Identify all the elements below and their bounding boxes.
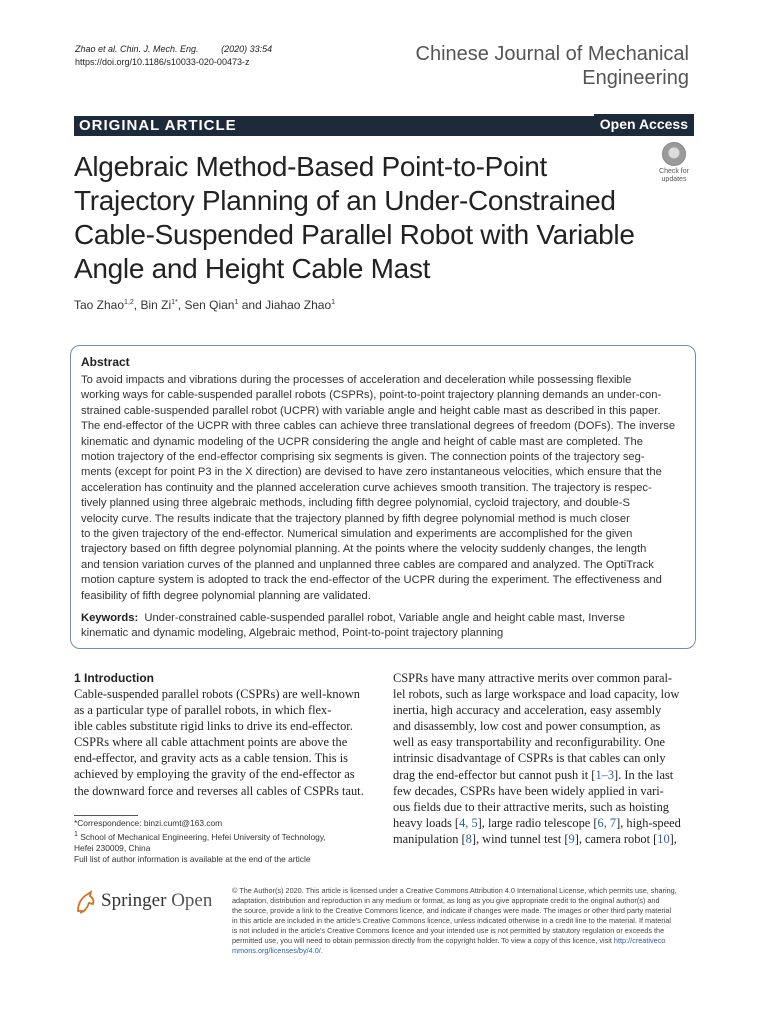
license-line: in this article are included in the article's Creative Commons licence, unless indicated otherwise in a credit line to the material. If material [232, 916, 672, 925]
springer-horse-icon [72, 889, 98, 915]
license-line: is not included in the article's Creative Commons licence and your intended use is not permitted by statutory regulation or exceeds the [232, 926, 665, 935]
body-line: well as easy transportability and reconfigurability. One [393, 735, 666, 750]
license-link[interactable]: http://creativeco [613, 936, 666, 945]
keywords-text: Under-constrained cable-suspended parallel robot, Variable angle and height cable mast, Inverse [144, 612, 625, 624]
abstract-line: and tension variation curves of the planned and unplanned three cables are compared and analyzed. The OptiTrack [81, 558, 654, 571]
footnotes [74, 818, 374, 865]
abstract-heading: Abstract [81, 355, 130, 369]
body-line: ible cables substitute rigid links to drive its end-effector. [74, 719, 353, 734]
text-run: ], large radio telescope [ [477, 815, 598, 830]
author-name[interactable]: Tao Zhao [74, 298, 125, 312]
affiliation-sup: 1,2 [124, 299, 134, 306]
body-line: end-effector, and gravity acts as a cable tension. This is [74, 751, 348, 766]
abstract-line: to the given trajectory of the end-effector. Numerical simulation and experiments are accomplished for the given [81, 528, 633, 541]
intro-left-column [74, 686, 376, 799]
title-line: Trajectory Planning of an Under-Constrained [74, 185, 616, 216]
check-for-updates-label: Check for updates [659, 168, 689, 183]
body-line: few decades, CSPRs have been widely applied in vari- [393, 783, 664, 798]
text-run: ], camera robot [ [574, 831, 658, 846]
affiliation-sup: 1 [234, 299, 239, 306]
separator: , [177, 298, 185, 312]
reference-link[interactable]: 1–3 [595, 767, 615, 782]
license-line: the source, provide a link to the Creative Commons licence, and indicate if changes were made. The images or other third party material [232, 906, 672, 915]
body-line: the downward force and reverses all cables of CSPRs taut. [74, 783, 364, 798]
abstract-line: acceleration has continuity and the planned acceleration curve achieves smooth transition. The trajectory is respec- [81, 481, 652, 494]
title-line: Algebraic Method-Based Point-to-Point [74, 151, 547, 182]
journal-name-line2: Engineering [582, 67, 689, 89]
body-line [393, 767, 695, 783]
body-line: achieved by employing the gravity of the end-effector as [74, 767, 355, 782]
intro-right-column [393, 670, 695, 847]
reference-link[interactable]: 6, 7 [597, 815, 617, 830]
text-run: ], wind tunnel test [ [471, 831, 569, 846]
abstract-line: velocity curve. The results indicate that the trajectory planned by fifth degree polynomial method is much closer [81, 512, 630, 525]
journal-citation: Zhao et al. Chin. J. Mech. Eng. [75, 44, 199, 54]
abstract-line: ments (except for point P3 in the X direction) are devised to have zero instantaneous velocities, which ensure that the [81, 466, 662, 479]
article-title [74, 150, 674, 286]
affiliation-sup: 1 [74, 831, 78, 838]
abstract-line: tively planned using three algebraic methods, including fifth degree polynomial, cycloid trajectory, and double-S [81, 497, 630, 510]
reference-link[interactable]: 10 [657, 831, 670, 846]
journal-name [416, 42, 690, 90]
springer-wordmark: Springer [101, 890, 167, 911]
text-run: heavy loads [ [393, 815, 460, 830]
year-volume: (2020) 33:54 [221, 44, 273, 54]
abstract-line: kinematic and dynamic modeling of the UCPR considering the angle and height of cable mast are completed. The [81, 435, 643, 448]
keywords-label: Keywords: [81, 612, 139, 624]
body-line [393, 815, 695, 831]
text-run: drag the end-effector but cannot push it [ [393, 767, 596, 782]
section-heading-introduction: 1 Introduction [74, 671, 154, 685]
footnote-rule [74, 815, 138, 816]
text-run: School of Mechanical Engineering, Hefei University of Technology, [77, 831, 326, 842]
open-access-badge: Open Access [594, 114, 694, 134]
separator: , [133, 298, 141, 312]
abstract-line: trajectory based on fifth degree polynomial planning. At the points where the velocity suddenly changes, the length [81, 543, 647, 556]
affiliation-sup: 1* [171, 299, 178, 306]
text-run: ], [669, 831, 677, 846]
keywords-text: kinematic and dynamic modeling, Algebraic method, Point-to-point trajectory planning [81, 627, 504, 640]
keywords [81, 611, 689, 642]
license-link[interactable]: mmons.org/licenses/by/4.0/ [232, 946, 321, 955]
body-line: CSPRs have many attractive merits over common paral- [393, 671, 673, 685]
abstract-text [81, 373, 689, 604]
original-article-label: ORIGINAL ARTICLE [79, 117, 237, 134]
title-line: Cable-Suspended Parallel Robot with Variable [74, 219, 635, 250]
license-line: adaptation, distribution and reproduction in any medium or format, as long as you give appropriate credit to the original author(s) and [232, 896, 660, 905]
license-line: © The Author(s) 2020. This article is licensed under a Creative Commons Attribution 4.0 International License, which permits use, sharing, [232, 886, 677, 895]
abstract-line: motion trajectory of the end-effector comprising six segments is given. The connection points of the trajectory seg- [81, 451, 645, 464]
reference-link[interactable]: 8 [465, 831, 472, 846]
separator: and [238, 298, 266, 312]
title-line: Angle and Height Cable Mast [74, 253, 431, 284]
author-name[interactable]: Bin Zi [140, 298, 172, 312]
body-line: inertia, high accuracy and acceleration, easy assembly [393, 703, 662, 718]
body-line: as a particular type of parallel robots, in which flex- [74, 703, 332, 718]
body-line: Cable-suspended parallel robots (CSPRs) are well-known [74, 687, 360, 701]
abstract-line: motion capture system is adopted to track the end-effector of the UCPR during the experiment. The effectiveness and [81, 574, 662, 587]
license-text [232, 886, 697, 956]
license-line [232, 936, 697, 946]
abstract-line: The end-effector of the UCPR with three cables can achieve three translational degrees of freedom (DOFs). The inverse [81, 420, 676, 433]
license-line [232, 946, 697, 956]
body-line [393, 831, 695, 847]
citation-line [75, 43, 272, 56]
body-line: lel robots, such as large workspace and load capacity, low [393, 687, 680, 702]
author-info-note: Full list of author information is available at the end of the article [74, 853, 311, 864]
author-name[interactable]: Sen Qian [184, 298, 235, 312]
correspondence-email[interactable]: *Correspondence: binzi.cumt@163.com [74, 818, 223, 828]
text-run: manipulation [ [393, 831, 466, 846]
body-line: intrinsic disadvantage of CSPRs is that cables can only [393, 751, 666, 766]
body-line: and disassembly, low cost and power consumption, as [393, 719, 661, 734]
author-list [74, 298, 335, 312]
doi-link[interactable]: https://doi.org/10.1186/s10033-020-00473-z [75, 57, 250, 67]
journal-name-line1: Chinese Journal of Mechanical [415, 43, 689, 65]
abstract-line: To avoid impacts and vibrations during the processes of acceleration and deceleration while possessing flexible [81, 374, 632, 386]
reference-link[interactable]: 9 [568, 831, 575, 846]
body-line: ous fields due to their attractive merits, such as hoisting [393, 799, 669, 814]
body-line: CSPRs where all cable attachment points are above the [74, 735, 348, 750]
abstract-line: feasibility of fifth degree polynomial planning are validated. [81, 589, 371, 602]
open-wordmark: Open [171, 890, 213, 911]
text-run: ]. In the last [614, 767, 674, 782]
affiliation-line [74, 829, 374, 843]
text-run: permitted use, you will need to obtain permission directly from the copyright holder. To view a copy of this licence, visit [232, 936, 614, 945]
affiliation-sup: 1 [331, 299, 336, 306]
text-run: . [320, 946, 323, 955]
text-run: ], high-speed [616, 815, 681, 830]
abstract-line: working ways for cable-suspended parallel robots (CSPRs), point-to-point trajectory planning demands an under-con- [81, 389, 662, 402]
springer-open-logo [101, 890, 212, 912]
affiliation-line: Hefei 230009, China [74, 842, 151, 853]
author-name[interactable]: Jiahao Zhao [265, 298, 332, 312]
reference-link[interactable]: 4, 5 [459, 815, 478, 830]
abstract-line: strained cable-suspended parallel robot (UCPR) with variable angle and height cable mast as described in this paper. [81, 404, 661, 417]
